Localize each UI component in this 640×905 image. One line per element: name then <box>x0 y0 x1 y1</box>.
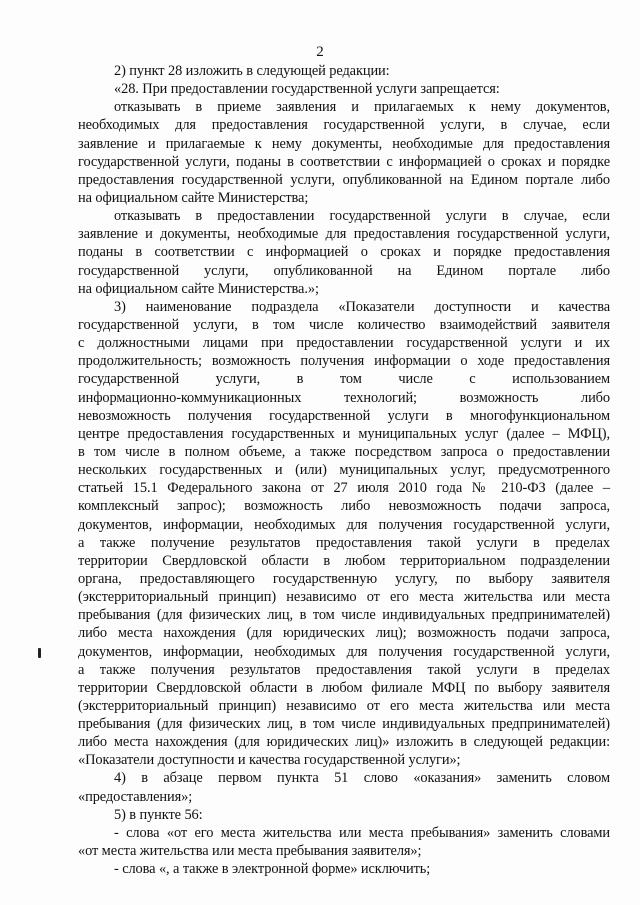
text-line: либо места нахождения (для юридических лиц)» изложить в следующей редакции: <box>78 734 610 751</box>
margin-mark <box>38 648 41 658</box>
paragraph <box>78 769 610 805</box>
text-line: с должностными лицами при предоставлении государственной услуги и их <box>78 335 610 352</box>
text-line: 4) в абзаце первом пункта 51 слово «оказания» заменить словом <box>114 770 610 787</box>
page-number: 2 <box>316 44 324 60</box>
text-line: государственной услуги, поданы в соответствии с информацией о сроках и порядке <box>78 153 610 170</box>
paragraph <box>78 98 610 207</box>
text-line: предоставления государственной услуги, опубликованной на Едином портале либо <box>78 171 610 188</box>
text-line: государственной услуги, в том числе количество взаимодействий заявителя <box>78 316 610 333</box>
text-line: а также получение результатов предоставления такой услуги в пределах <box>78 534 610 551</box>
text-line: на официальном сайте Министерства; <box>78 189 309 206</box>
text-line: пребывания (для физических лиц, в том числе индивидуальных предпринимателей) <box>78 716 610 733</box>
text-line: либо места нахождения (для юридических лиц); возможность подачи запроса, <box>78 625 610 642</box>
text-line: нескольких государственных и (или) муниципальных услуг, предусмотренного <box>78 462 610 479</box>
text-line: 3) наименование подраздела «Показатели доступности и качества <box>114 298 610 315</box>
text-line: центре предоставления государственных и муниципальных услуг (далее – МФЦ), <box>78 425 610 442</box>
paragraph <box>78 824 610 860</box>
text-line: комплексный запрос); возможность либо невозможность подачи запроса, <box>78 498 610 515</box>
text-line: пребывания (для физических лиц, в том числе индивидуальных предпринимателей) <box>78 607 610 624</box>
text-line: статьей 15.1 Федерального закона от 27 июля 2010 года № 210-ФЗ (далее – <box>78 480 610 497</box>
text-line: поданы в соответствии с информацией о сроках и порядке предоставления <box>78 244 610 261</box>
paragraph <box>78 62 610 80</box>
paragraph <box>78 207 610 298</box>
text-line: необходимых для предоставления государственной услуги, в случае, если <box>78 117 610 134</box>
text-line: территории Свердловской области в любом территориальном подразделении <box>78 552 610 569</box>
text-line: «Показатели доступности и качества государственной услуги»; <box>78 752 461 769</box>
text-line: информационно-коммуникационных технологий; возможность либо <box>78 389 610 406</box>
text-line: «от места жительства или места пребывания заявителя»; <box>78 843 422 860</box>
text-line: невозможность получения государственной услуги в многофункциональном <box>78 407 610 424</box>
text-line: а также получения результатов предоставления такой услуги в пределах <box>78 661 610 678</box>
text-line: «предоставления»; <box>78 788 193 805</box>
text-line: продолжительность; возможность получения информации о ходе предоставления <box>78 353 610 370</box>
text-line: «28. При предоставлении государственной услуги запрещается: <box>114 81 500 98</box>
text-line: (экстерриториальный принцип) независимо от его места жительства или места <box>78 589 610 606</box>
text-line: отказывать в приеме заявления и прилагаемых к нему документов, <box>114 99 610 116</box>
text-line: документов, информации, необходимых для получения государственной услуги, <box>78 516 610 533</box>
paragraph <box>78 298 610 770</box>
text-line: документов, информации, необходимых для получения государственной услуги, <box>78 643 610 660</box>
text-line: (экстерриториальный принцип) независимо от его места жительства или места <box>78 697 610 714</box>
paragraph <box>78 80 610 98</box>
text-line: на официальном сайте Министерства.»; <box>78 280 319 297</box>
text-line: государственной услуги, в том числе с использованием <box>78 371 610 388</box>
text-line: в том числе в полном объеме, а также посредством запроса о предоставлении <box>78 443 610 460</box>
text-line: - слова «, а также в электронной форме» исключить; <box>114 861 431 878</box>
text-line: органа, предоставляющего государственную услугу, по выбору заявителя <box>78 570 610 587</box>
text-line: 5) в пункте 56: <box>114 806 203 823</box>
text-line: государственной услуги, опубликованной на Едином портале либо <box>78 262 610 279</box>
paragraph <box>78 806 610 824</box>
text-line: - слова «от его места жительства или места пребывания» заменить словами <box>114 824 610 841</box>
text-line: заявление и прилагаемые к нему документы, необходимые для предоставления <box>78 135 610 152</box>
document-body <box>78 62 610 878</box>
text-line: территории Свердловской области в любом филиале МФЦ по выбору заявителя <box>78 679 610 696</box>
text-line: заявление и документы, необходимые для предоставления государственной услуги, <box>78 226 610 243</box>
text-line: отказывать в предоставлении государственной услуги в случае, если <box>114 208 610 225</box>
text-line: 2) пункт 28 изложить в следующей редакции: <box>114 63 390 79</box>
paragraph <box>78 860 610 878</box>
